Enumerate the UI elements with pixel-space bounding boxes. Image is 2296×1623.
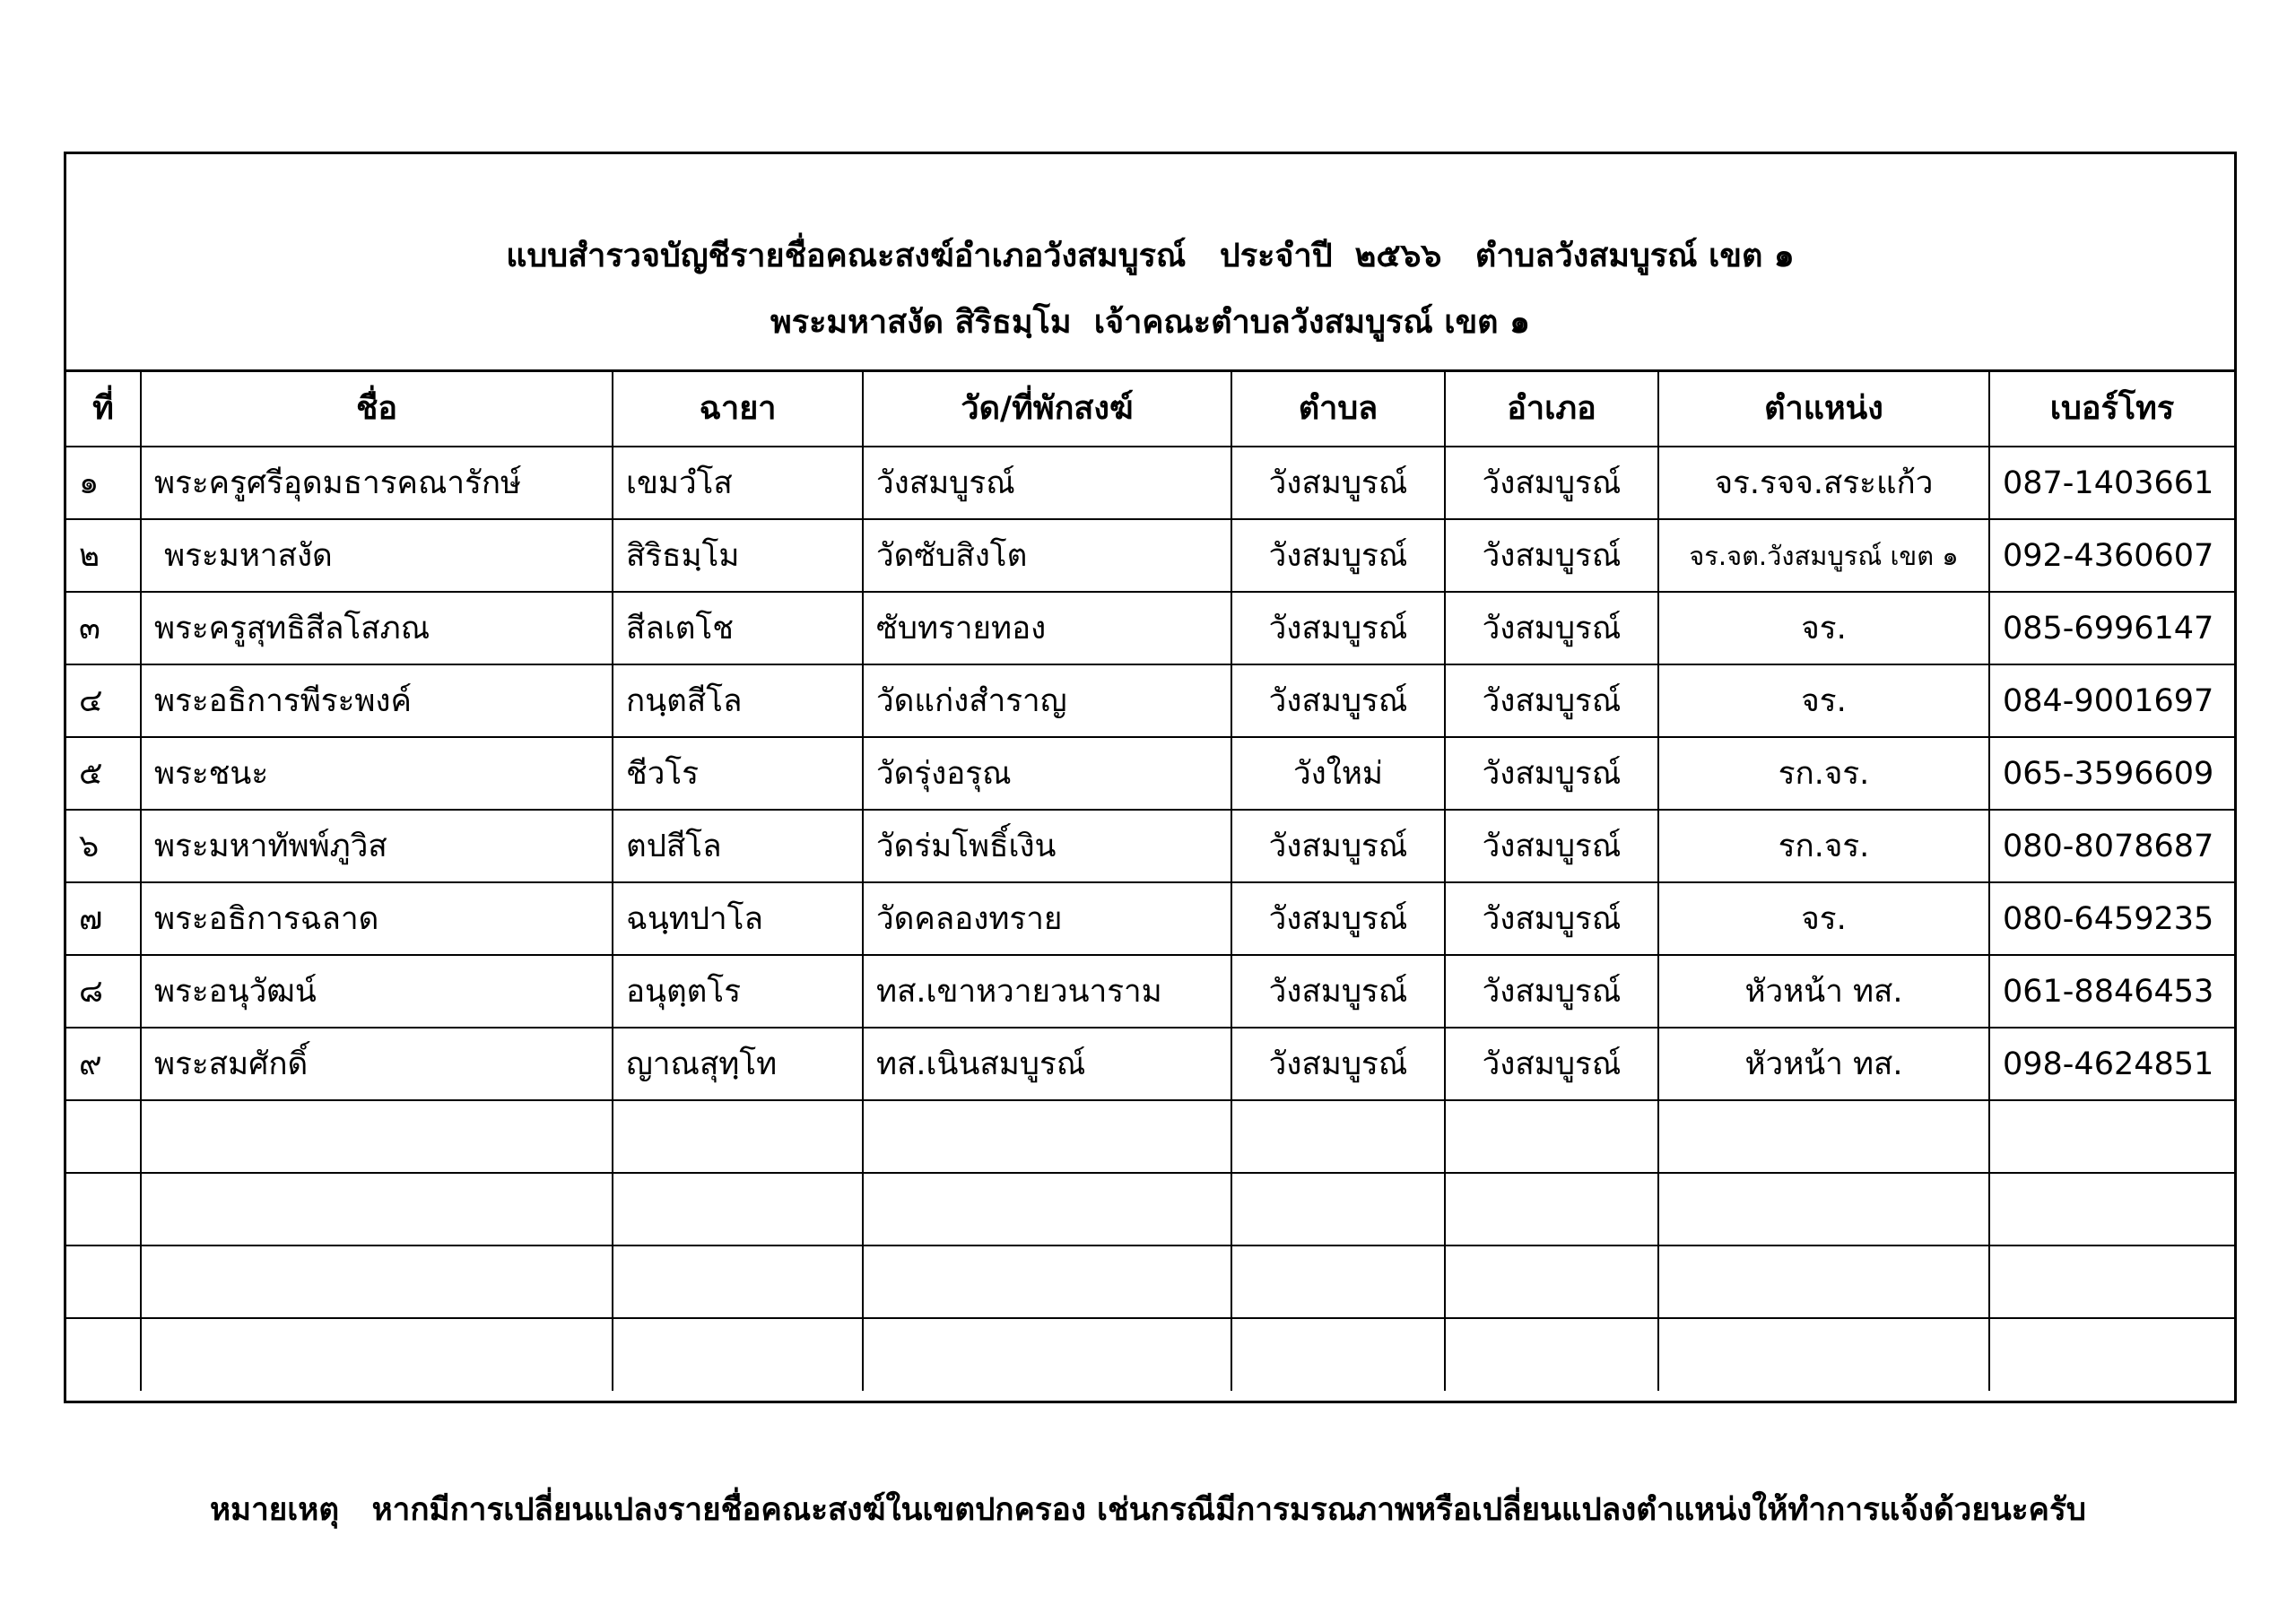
cell-ordination-name — [613, 1318, 863, 1391]
table-row — [66, 882, 2234, 955]
form-title: แบบสำรวจบัญชีรายชื่อคณะสงฆ์อำเภอวังสมบูรณ์ ประจำปี ๒๕๖๖ ตำบลวังสมบูรณ์ เขต ๑ — [506, 238, 1795, 274]
cell-phone — [1989, 1100, 2234, 1173]
cell-position: หัวหน้า ทส. — [1658, 955, 1989, 1028]
column-header-ordination-name: ฉายา — [613, 369, 863, 447]
cell-ordination-name: กนฺตสีโล — [613, 664, 863, 737]
cell-phone: 092-4360607 — [1989, 519, 2234, 592]
cell-number: ๔ — [66, 664, 141, 737]
cell-subdistrict: วังสมบูรณ์ — [1231, 882, 1445, 955]
cell-name — [141, 1245, 613, 1318]
cell-name: พระอธิการฉลาด — [141, 882, 613, 955]
cell-temple: ทส.เนินสมบูรณ์ — [863, 1028, 1231, 1100]
cell-number — [66, 1100, 141, 1173]
cell-temple — [863, 1100, 1231, 1173]
table-row — [66, 810, 2234, 882]
cell-subdistrict: วังสมบูรณ์ — [1231, 519, 1445, 592]
cell-temple: วัดคลองทราย — [863, 882, 1231, 955]
footer-note: หมายเหตุ หากมีการเปลี่ยนแปลงรายชื่อคณะสงฆ์ในเขตปกครอง เช่นกรณีมีการมรณภาพหรือเปลี่ยนแปลงตำแหน่งให้ทำการแจ้งด้วยนะครับ — [209, 1492, 2086, 1528]
column-header-name: ชื่อ — [141, 369, 613, 447]
cell-position — [1658, 1245, 1989, 1318]
cell-number: ๓ — [66, 592, 141, 664]
cell-position: รก.จร. — [1658, 737, 1989, 810]
cell-subdistrict: วังสมบูรณ์ — [1231, 664, 1445, 737]
cell-phone — [1989, 1173, 2234, 1245]
cell-subdistrict: วังสมบูรณ์ — [1231, 810, 1445, 882]
table-header-row — [66, 369, 2234, 447]
cell-subdistrict — [1231, 1100, 1445, 1173]
cell-position: จร. — [1658, 882, 1989, 955]
cell-phone: 065-3596609 — [1989, 737, 2234, 810]
table-row — [66, 737, 2234, 810]
cell-district — [1445, 1318, 1658, 1391]
cell-position: จร.จต.วังสมบูรณ์ เขต ๑ — [1658, 519, 1989, 592]
column-header-phone: เบอร์โทร — [1989, 369, 2234, 447]
cell-position — [1658, 1318, 1989, 1391]
cell-ordination-name: เขมวํโส — [613, 447, 863, 519]
column-header-subdistrict: ตำบล — [1231, 369, 1445, 447]
cell-district: วังสมบูรณ์ — [1445, 882, 1658, 955]
cell-name: พระมหาทัพพ์ภูวิส — [141, 810, 613, 882]
cell-ordination-name — [613, 1245, 863, 1318]
column-header-position: ตำแหน่ง — [1658, 369, 1989, 447]
cell-position: จร. — [1658, 592, 1989, 664]
cell-position — [1658, 1173, 1989, 1245]
cell-temple — [863, 1245, 1231, 1318]
table-row — [66, 955, 2234, 1028]
cell-ordination-name — [613, 1173, 863, 1245]
cell-temple — [863, 1173, 1231, 1245]
table-row — [66, 447, 2234, 519]
form-heading — [66, 154, 2234, 372]
cell-temple: ซับทรายทอง — [863, 592, 1231, 664]
cell-temple: ทส.เขาหวายวนาราม — [863, 955, 1231, 1028]
cell-district: วังสมบูรณ์ — [1445, 519, 1658, 592]
cell-position: จร. — [1658, 664, 1989, 737]
cell-position — [1658, 1100, 1989, 1173]
cell-district — [1445, 1100, 1658, 1173]
cell-phone: 084-9001697 — [1989, 664, 2234, 737]
cell-phone: 061-8846453 — [1989, 955, 2234, 1028]
cell-name — [141, 1173, 613, 1245]
column-header-number: ที่ — [66, 369, 141, 447]
cell-temple: วังสมบูรณ์ — [863, 447, 1231, 519]
cell-phone: 087-1403661 — [1989, 447, 2234, 519]
cell-number: ๙ — [66, 1028, 141, 1100]
cell-ordination-name: ญาณสุทฺโท — [613, 1028, 863, 1100]
table-row — [66, 1028, 2234, 1100]
cell-name: พระชนะ — [141, 737, 613, 810]
cell-subdistrict: วังสมบูรณ์ — [1231, 447, 1445, 519]
cell-district: วังสมบูรณ์ — [1445, 1028, 1658, 1100]
cell-ordination-name: ตปสีโล — [613, 810, 863, 882]
cell-name — [141, 1100, 613, 1173]
cell-subdistrict — [1231, 1318, 1445, 1391]
cell-district: วังสมบูรณ์ — [1445, 737, 1658, 810]
cell-number: ๑ — [66, 447, 141, 519]
cell-number — [66, 1318, 141, 1391]
cell-temple: วัดซับสิงโต — [863, 519, 1231, 592]
survey-form-frame — [64, 152, 2237, 1403]
cell-district: วังสมบูรณ์ — [1445, 447, 1658, 519]
cell-subdistrict — [1231, 1245, 1445, 1318]
cell-phone — [1989, 1318, 2234, 1391]
cell-number: ๕ — [66, 737, 141, 810]
cell-name: พระมหาสงัด — [141, 519, 613, 592]
cell-district: วังสมบูรณ์ — [1445, 955, 1658, 1028]
monk-roster-table — [66, 369, 2234, 1391]
table-row — [66, 664, 2234, 737]
table-row-empty — [66, 1173, 2234, 1245]
cell-ordination-name — [613, 1100, 863, 1173]
cell-district: วังสมบูรณ์ — [1445, 664, 1658, 737]
cell-subdistrict: วังสมบูรณ์ — [1231, 592, 1445, 664]
cell-ordination-name: สิริธมฺโม — [613, 519, 863, 592]
cell-number — [66, 1245, 141, 1318]
cell-phone: 080-6459235 — [1989, 882, 2234, 955]
table-row-empty — [66, 1318, 2234, 1391]
cell-phone — [1989, 1245, 2234, 1318]
cell-district — [1445, 1173, 1658, 1245]
cell-ordination-name: สีลเตโช — [613, 592, 863, 664]
cell-number: ๘ — [66, 955, 141, 1028]
cell-temple: วัดร่มโพธิ์เงิน — [863, 810, 1231, 882]
cell-name: พระอนุวัฒน์ — [141, 955, 613, 1028]
column-header-district: อำเภอ — [1445, 369, 1658, 447]
cell-number — [66, 1173, 141, 1245]
cell-position: รก.จร. — [1658, 810, 1989, 882]
cell-subdistrict — [1231, 1173, 1445, 1245]
cell-phone: 080-8078687 — [1989, 810, 2234, 882]
cell-number: ๖ — [66, 810, 141, 882]
cell-ordination-name: อนุตฺตโร — [613, 955, 863, 1028]
cell-temple — [863, 1318, 1231, 1391]
cell-number: ๒ — [66, 519, 141, 592]
cell-name — [141, 1318, 613, 1391]
cell-temple: วัดรุ่งอรุณ — [863, 737, 1231, 810]
column-header-temple: วัด/ที่พักสงฆ์ — [863, 369, 1231, 447]
cell-subdistrict: วังสมบูรณ์ — [1231, 1028, 1445, 1100]
cell-position: จร.รจจ.สระแก้ว — [1658, 447, 1989, 519]
form-subtitle: พระมหาสงัด สิริธมฺโม เจ้าคณะตำบลวังสมบูรณ์ เขต ๑ — [770, 304, 1530, 341]
cell-name: พระครูศรีอุดมธารคณารักษ์ — [141, 447, 613, 519]
cell-district: วังสมบูรณ์ — [1445, 810, 1658, 882]
table-row — [66, 519, 2234, 592]
cell-district: วังสมบูรณ์ — [1445, 592, 1658, 664]
cell-subdistrict: วังสมบูรณ์ — [1231, 955, 1445, 1028]
table-row-empty — [66, 1245, 2234, 1318]
cell-temple: วัดแก่งสำราญ — [863, 664, 1231, 737]
cell-ordination-name: ชีวโร — [613, 737, 863, 810]
cell-name: พระอธิการพีระพงค์ — [141, 664, 613, 737]
cell-number: ๗ — [66, 882, 141, 955]
cell-position: หัวหน้า ทส. — [1658, 1028, 1989, 1100]
cell-phone: 098-4624851 — [1989, 1028, 2234, 1100]
cell-district — [1445, 1245, 1658, 1318]
cell-name: พระสมศักดิ์ — [141, 1028, 613, 1100]
cell-ordination-name: ฉนฺทปาโล — [613, 882, 863, 955]
cell-name: พระครูสุทธิสีลโสภณ — [141, 592, 613, 664]
table-row-empty — [66, 1100, 2234, 1173]
table-row — [66, 592, 2234, 664]
cell-phone: 085-6996147 — [1989, 592, 2234, 664]
cell-subdistrict: วังใหม่ — [1231, 737, 1445, 810]
